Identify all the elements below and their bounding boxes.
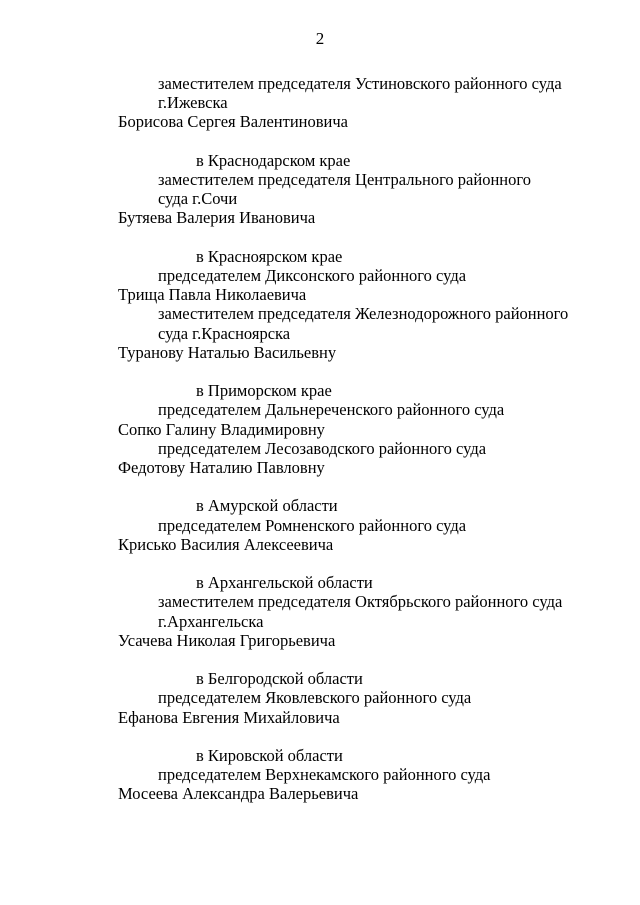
section-gap — [0, 477, 640, 496]
person-name: Борисова Сергея Валентиновича — [118, 112, 348, 132]
region-heading: в Белгородской области — [196, 669, 363, 689]
position-line: председателем Лесозаводского районного суда — [158, 438, 487, 458]
position-line: г.Архангельска — [158, 611, 264, 631]
person-name: Туранову Наталью Васильевну — [118, 342, 337, 362]
person-name: Мосеева Александра Валерьевича — [118, 784, 359, 804]
position-line: председателем Ромненского районного суда — [158, 515, 467, 535]
region-heading: в Амурской области — [196, 496, 338, 516]
region-heading: в Кировской области — [196, 746, 343, 765]
position-line: председателем Диксонского районного суда — [158, 266, 467, 285]
position-line: заместителем председателя Железнодорожного районного — [158, 304, 569, 324]
region-heading: в Приморском крае — [196, 381, 332, 401]
person-name: Усачева Николая Григорьевича — [118, 630, 336, 650]
person-name: Трища Павла Николаевича — [118, 285, 307, 305]
region-heading: в Краснодарском крае — [196, 150, 351, 170]
person-name: Федотову Наталию Павловну — [118, 458, 325, 478]
position-line: суда г.Сочи — [158, 189, 238, 209]
position-line: суда г.Красноярска — [158, 323, 291, 343]
section-gap — [0, 554, 640, 573]
position-line: председателем Дальнереченского районного суда — [158, 400, 505, 420]
person-name: Ефанова Евгения Михайловича — [118, 707, 340, 727]
page-number: 2 — [315, 29, 325, 48]
appointment-list — [0, 74, 640, 804]
section-gap — [0, 727, 640, 746]
position-line: г.Ижевска — [158, 93, 228, 113]
region-heading: в Красноярском крае — [196, 246, 343, 266]
section-gap — [0, 132, 640, 151]
section-gap — [0, 650, 640, 669]
position-line: председателем Яковлевского районного суда — [158, 688, 472, 708]
position-line: председателем Верхнекамского районного суда — [158, 765, 491, 785]
person-name: Бутяева Валерия Ивановича — [118, 208, 316, 228]
position-line: заместителем председателя Октябрьского районного суда — [158, 592, 563, 612]
position-line: заместителем председателя Центрального районного — [158, 170, 531, 189]
region-heading: в Архангельской области — [196, 573, 373, 593]
position-line: заместителем председателя Устиновского районного суда — [158, 74, 562, 93]
person-name: Крисько Василия Алексеевича — [118, 534, 334, 554]
section-gap — [0, 362, 640, 381]
section-gap — [0, 228, 640, 247]
person-name: Сопко Галину Владимировну — [118, 419, 325, 439]
